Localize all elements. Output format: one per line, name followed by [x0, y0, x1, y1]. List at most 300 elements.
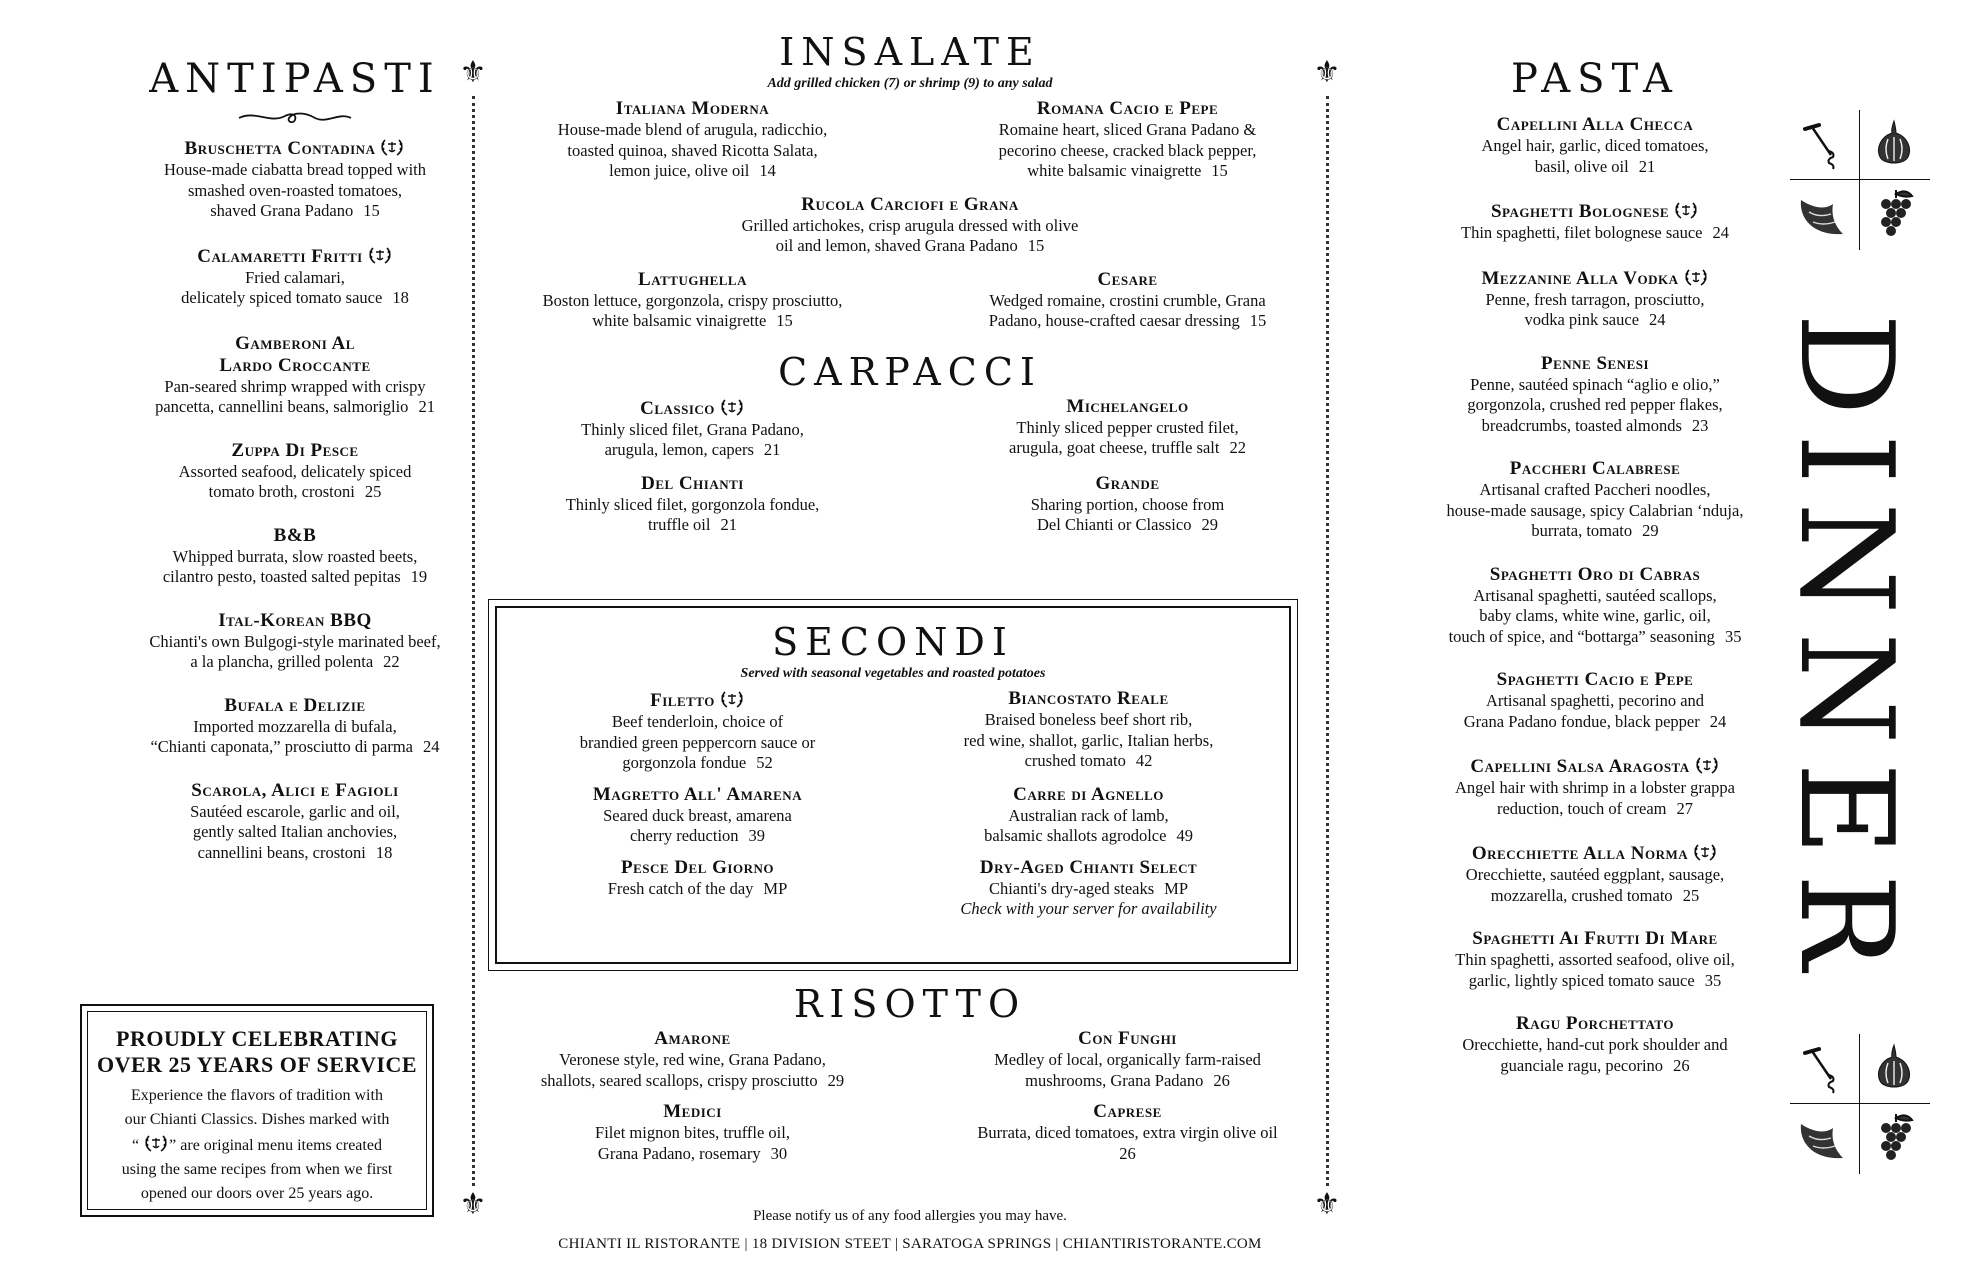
item-desc: [1370, 136, 1820, 157]
item-desc: [925, 141, 1330, 162]
item-desc-text: tomato broth, crostoni: [208, 482, 355, 501]
item-desc-text: Angel hair with shrimp in a lobster grappa: [1455, 778, 1735, 797]
item-desc: [908, 731, 1269, 752]
item-name-text: B&B: [273, 524, 317, 546]
item-desc: [490, 236, 1330, 257]
item-desc-text: Penne, sautéed spinach “aglio e olio,”: [1470, 374, 1720, 394]
item-price: 21: [720, 515, 737, 534]
item-desc-text: Thin spaghetti, assorted seafood, olive oil,: [1455, 950, 1735, 969]
item-desc-text: shallots, seared scallops, crispy prosciutto: [540, 1070, 818, 1090]
item-desc-text: “Chianti caponata,” prosciutto di parma: [150, 737, 414, 756]
item-desc-text: Padano, house-crafted caesar dressing: [988, 311, 1240, 330]
item-desc: [80, 822, 510, 843]
item-price: MP: [763, 878, 788, 898]
item-desc: [80, 181, 510, 202]
item-desc-text: Fresh catch of the day: [607, 878, 754, 898]
item-desc: [925, 1050, 1330, 1071]
cornucopia-icon: [1795, 1110, 1855, 1170]
insalate-note: Add grilled chicken (7) or shrimp (9) to any salad: [767, 76, 1053, 91]
menu-item: [80, 333, 510, 418]
item-desc-text: House-made blend of arugula, radicchio,: [557, 120, 828, 139]
item-name-text: Mezzanine Alla Vodka: [1481, 267, 1679, 289]
item-desc-text: crushed tomato: [1024, 751, 1126, 770]
wreath-icon: [1683, 266, 1709, 288]
item-desc: [1370, 971, 1820, 992]
garlic-icon: [1866, 1039, 1926, 1099]
item-price: 42: [1135, 751, 1153, 770]
item-name: [80, 333, 510, 355]
item-desc-text: arugula, lemon, capers: [604, 440, 754, 459]
menu-item: [925, 98, 1330, 182]
secondi-box: [495, 606, 1291, 964]
menu-item: [925, 1101, 1330, 1164]
item-price: 21: [418, 397, 435, 416]
item-price: 23: [1691, 415, 1709, 435]
celebrate-line-3: ” are original menu items created: [169, 1137, 382, 1154]
icon-grid-bottom: [1790, 1034, 1930, 1174]
item-desc-text: white balsamic vinaigrette: [592, 311, 767, 330]
item-price: 35: [1724, 626, 1742, 646]
item-name: [1370, 1013, 1820, 1035]
item-desc: [1370, 501, 1820, 522]
item-desc-text: pancetta, cannellini beans, salmoriglio: [155, 397, 409, 416]
menu-item: [490, 269, 895, 332]
item-desc: [1370, 778, 1820, 799]
item-price: 29: [1642, 521, 1659, 540]
menu-item: [80, 136, 510, 222]
item-desc-text: shaved Grana Padano: [210, 201, 354, 220]
celebrate-line: Experience the flavors of tradition with: [131, 1087, 383, 1104]
wreath-icon: [143, 1132, 169, 1154]
item-price: 25: [364, 482, 382, 501]
wreath-icon: [367, 244, 393, 266]
item-name-text: Bufala e Delizie: [224, 694, 366, 716]
item-name: [80, 610, 510, 632]
item-desc: [1370, 416, 1820, 437]
item-desc: [490, 291, 895, 312]
celebrate-title-1: PROUDLY CELEBRATING: [116, 1026, 398, 1051]
cornucopia-icon: [1795, 186, 1855, 246]
menu-item: [1370, 669, 1820, 732]
item-name: [1370, 841, 1820, 865]
item-name: [1370, 199, 1820, 223]
item-price: 35: [1704, 970, 1722, 990]
menu-item: [925, 473, 1330, 536]
item-desc-text: guanciale ragu, pecorino: [1500, 1055, 1664, 1075]
item-desc: [80, 201, 510, 222]
fleur-de-lis-icon: ⚜: [1313, 1187, 1341, 1222]
item-desc-text: garlic, lightly spiced tomato sauce: [1468, 970, 1695, 990]
item-name-text: Penne Senesi: [1540, 352, 1650, 374]
item-price: 22: [383, 652, 400, 671]
secondi-row: [517, 688, 1269, 774]
item-desc-text: brandied green peppercorn sauce or: [579, 732, 816, 752]
wreath-icon: [719, 396, 745, 418]
item-desc: [80, 802, 510, 823]
item-name-text: Del Chianti: [641, 472, 744, 494]
item-desc-text: Sautéed escarole, garlic and oil,: [190, 801, 400, 821]
corkscrew-icon: [1795, 1039, 1855, 1099]
item-desc: [1370, 521, 1820, 542]
item-desc-text: Orecchiette, hand-cut pork shoulder and: [1462, 1035, 1728, 1054]
item-price: 15: [1249, 311, 1267, 330]
left-divider: [472, 96, 475, 1186]
item-desc-text: baby clams, white wine, garlic, oil,: [1479, 606, 1711, 625]
celebrate-line: using the same recipes from when we first: [121, 1161, 393, 1178]
item-desc-text: red wine, shallot, garlic, Italian herbs,: [963, 730, 1214, 750]
item-price: 15: [363, 201, 380, 220]
item-desc-text: Chianti's own Bulgogi-style marinated beef,: [149, 631, 441, 651]
grapes-icon: [1866, 1110, 1926, 1170]
item-desc-text: truffle oil: [648, 515, 711, 534]
item-desc: [925, 311, 1330, 332]
menu-item: [1370, 114, 1820, 177]
risotto-row: [490, 1028, 1330, 1091]
item-desc: [925, 495, 1330, 516]
item-name-text: Amarone: [654, 1028, 731, 1049]
item-name: [1370, 458, 1820, 480]
item-desc: [1370, 157, 1820, 178]
item-desc-text: basil, olive oil: [1534, 156, 1629, 176]
item-desc-text: Veronese style, red wine, Grana Padano,: [559, 1050, 826, 1069]
item-name: [80, 525, 510, 547]
item-desc-text: Grana Padano fondue, black pepper: [1463, 711, 1700, 731]
item-name: [517, 784, 878, 806]
item-name-text: Capellini Salsa Aragosta: [1470, 756, 1690, 777]
wreath-icon: [379, 136, 405, 158]
item-name: [80, 695, 510, 717]
risotto-title: RISOTTO: [793, 982, 1027, 1026]
item-desc: [490, 440, 895, 461]
celebrate-line: [96, 1132, 418, 1158]
menu-item: [1370, 841, 1820, 906]
menu-item: [1370, 754, 1820, 819]
item-name: [1370, 266, 1820, 290]
item-desc: [908, 751, 1269, 772]
item-desc-text: reduction, touch of cream: [1496, 798, 1667, 818]
wreath-icon: [1692, 841, 1718, 863]
item-desc-text: vodka pink sauce: [1524, 310, 1640, 329]
menu-item: [80, 695, 510, 758]
item-desc-text: Assorted seafood, delicately spiced: [178, 461, 412, 481]
item-name: [490, 1028, 895, 1050]
celebrate-title-2: OVER 25 YEARS OF SERVICE: [96, 1052, 418, 1077]
menu-item: [1370, 564, 1820, 648]
item-desc-text: Thinly sliced pepper crusted filet,: [1016, 417, 1239, 437]
item-desc-text: Artisanal spaghetti, pecorino and: [1485, 691, 1705, 710]
item-price: 21: [763, 440, 781, 459]
menu-item: [925, 269, 1330, 332]
carpacci-row: [490, 396, 1330, 461]
swash-ornament-icon: [80, 106, 510, 130]
item-name-text: Medici: [663, 1101, 722, 1122]
item-desc: [80, 482, 510, 503]
item-desc: [517, 712, 878, 733]
secondi-title: SECONDI: [772, 620, 1014, 664]
item-desc: [517, 753, 878, 774]
item-name-text: Grande: [1095, 472, 1160, 494]
item-desc-text: lemon juice, olive oil: [609, 161, 750, 180]
menu-item: [490, 473, 895, 536]
item-name-text: Spaghetti Oro di Cabras: [1489, 563, 1701, 585]
celebrate-quote-open: “: [132, 1137, 140, 1154]
item-desc-text: house-made sausage, spicy Calabrian ‘nduja,: [1446, 500, 1744, 520]
item-desc: [517, 879, 878, 900]
menu-item: [908, 688, 1269, 774]
item-name: [925, 269, 1330, 291]
item-price: 39: [748, 826, 766, 845]
item-desc: [1370, 375, 1820, 396]
item-desc-text: Artisanal spaghetti, sautéed scallops,: [1473, 585, 1717, 605]
item-desc-text: Pan-seared shrimp wrapped with crispy: [164, 376, 426, 396]
item-name-text: Scarola, Alici e Fagioli: [191, 779, 399, 801]
item-desc: [490, 120, 895, 141]
menu-item: [925, 1028, 1330, 1091]
item-name-text: Michelangelo: [1066, 395, 1189, 417]
risotto-section: [490, 982, 1330, 1164]
menu-item: [925, 396, 1330, 461]
item-desc: [80, 268, 510, 289]
item-desc-text: gorgonzola, crushed red pepper flakes,: [1467, 395, 1723, 414]
item-desc-text: Thin spaghetti, filet bolognese sauce: [1461, 223, 1703, 242]
item-name-text: Bruschetta Contadina: [184, 138, 376, 159]
item-desc-text: Thinly sliced filet, gorgonzola fondue,: [565, 494, 820, 514]
item-desc: [1370, 310, 1820, 331]
item-desc: [490, 161, 895, 182]
item-price: 18: [375, 842, 393, 862]
item-desc: [1370, 886, 1820, 907]
menu-item: [1370, 266, 1820, 331]
item-desc: [1370, 950, 1820, 971]
item-price: 29: [1201, 515, 1218, 534]
item-desc: [925, 438, 1330, 459]
item-desc-text: mushrooms, Grana Padano: [1025, 1070, 1204, 1090]
item-name: [80, 780, 510, 802]
menu-item: [517, 784, 878, 847]
item-desc-text: Artisanal crafted Paccheri noodles,: [1479, 480, 1711, 499]
item-desc: [80, 547, 510, 568]
item-desc: [80, 717, 510, 738]
item-desc: [490, 1144, 895, 1165]
celebrate-box: [80, 1004, 434, 1217]
item-desc-text: cilantro pesto, toasted salted pepitas: [162, 567, 401, 586]
item-price: MP: [1164, 878, 1189, 898]
menu-item: [908, 857, 1269, 920]
grapes-icon: [1866, 186, 1926, 246]
item-desc: [80, 632, 510, 653]
carpacci-title: CARPACCI: [778, 349, 1042, 394]
item-desc-text: Thinly sliced filet, Grana Padano,: [581, 419, 804, 439]
item-desc-text: Fried calamari,: [245, 267, 345, 287]
insalate-row: [490, 257, 1330, 332]
item-name: [490, 1101, 895, 1123]
item-name-text: Cesare: [1097, 268, 1158, 290]
menu-item: [517, 857, 878, 920]
item-price: 26: [1119, 1143, 1136, 1163]
celebrate-line: opened our doors over 25 years ago.: [140, 1185, 374, 1202]
carpacci-row: [490, 461, 1330, 536]
item-price: 25: [1682, 885, 1700, 905]
item-price: 29: [827, 1070, 845, 1090]
item-name: [80, 440, 510, 462]
item-name-text: Capellini Alla Checca: [1496, 114, 1694, 135]
item-desc-text: balsamic shallots agrodolce: [984, 826, 1167, 845]
item-desc: [925, 161, 1330, 182]
item-name-text: Paccheri Calabrese: [1509, 458, 1681, 479]
item-desc: [80, 160, 510, 181]
item-desc-text: Burrata, diced tomatoes, extra virgin olive oil: [977, 1123, 1278, 1142]
menu-item: [80, 525, 510, 588]
item-desc-text: Sharing portion, choose from: [1030, 494, 1225, 514]
item-price: 24: [1712, 223, 1729, 242]
item-desc-text: arugula, goat cheese, truffle salt: [1009, 438, 1220, 457]
item-price: 49: [1176, 826, 1193, 845]
menu-item: [1370, 928, 1820, 991]
item-name: [1370, 669, 1820, 691]
item-name: [925, 396, 1330, 418]
item-name-text: Con Funghi: [1078, 1028, 1177, 1049]
item-price: 30: [770, 1143, 788, 1163]
item-price: 24: [423, 737, 440, 756]
item-desc: [1370, 865, 1820, 886]
item-desc: [1370, 627, 1820, 648]
item-name-text: Pesce Del Giorno: [621, 856, 774, 878]
item-name-text: Italiana Moderna: [615, 98, 770, 119]
item-name-text: Classico: [640, 397, 715, 419]
item-name: [925, 1101, 1330, 1123]
menu-item: [490, 1101, 895, 1164]
corkscrew-icon: [1795, 115, 1855, 175]
item-name: [1370, 928, 1820, 950]
menu-item: [1370, 199, 1820, 244]
item-desc-text: Grilled artichokes, crisp arugula dressed with olive: [741, 215, 1079, 235]
item-desc: [1370, 691, 1820, 712]
item-desc: [925, 1071, 1330, 1092]
item-desc: [80, 462, 510, 483]
item-desc: [490, 216, 1330, 237]
item-desc: [1370, 395, 1820, 416]
item-name-text: Calamaretti Fritti: [197, 245, 363, 267]
secondi-row: [517, 774, 1269, 847]
item-desc: [490, 495, 895, 516]
item-name-text: Magretto All' Amarena: [592, 783, 803, 805]
fleur-de-lis-icon: ⚜: [1313, 55, 1341, 90]
item-desc: [80, 288, 510, 309]
menu-item: [1370, 458, 1820, 542]
item-name: [517, 688, 878, 712]
item-name-text: Biancostato Reale: [1008, 688, 1169, 709]
item-desc-text: a la plancha, grilled polenta: [190, 652, 374, 671]
item-name: [490, 473, 895, 495]
item-desc: [1370, 799, 1820, 820]
item-name-text: Caprese: [1093, 1101, 1162, 1122]
item-desc-text: cherry reduction: [629, 826, 739, 845]
menu-item: [80, 610, 510, 673]
item-name: [490, 396, 895, 420]
pasta-title: PASTA: [1511, 56, 1679, 102]
menu-item: [490, 396, 895, 461]
item-desc: [517, 733, 878, 754]
item-name-text: Gamberoni Al: [235, 332, 355, 354]
menu-item: [517, 688, 878, 774]
item-name-text: Ragu Porchettato: [1516, 1013, 1674, 1034]
item-name: [80, 244, 510, 268]
item-desc-text: Wedged romaine, crostini crumble, Grana: [989, 290, 1266, 310]
item-note: Check with your server for availability: [960, 899, 1217, 918]
menu-item: [80, 440, 510, 503]
item-desc: [1370, 1056, 1820, 1077]
item-desc-text: House-made ciabatta bread topped with: [163, 160, 427, 179]
item-desc-text: gorgonzola fondue: [622, 753, 747, 772]
item-name-line2: Lardo Croccante: [219, 354, 371, 376]
item-name-text: Carre di Agnello: [1013, 783, 1164, 805]
fleur-de-lis-icon: ⚜: [459, 1187, 487, 1222]
item-desc-text: burrata, tomato: [1531, 521, 1633, 540]
menu-item: [80, 780, 510, 864]
item-desc-text: toasted quinoa, shaved Ricotta Salata,: [567, 140, 818, 160]
item-name: [908, 857, 1269, 879]
item-name: [80, 136, 510, 160]
menu-item: [80, 244, 510, 309]
item-desc-text: delicately spiced tomato sauce: [181, 288, 383, 307]
item-desc: [80, 397, 510, 418]
menu-item: [490, 1028, 895, 1091]
item-desc: [908, 826, 1269, 847]
item-name: [1370, 564, 1820, 586]
item-desc: [925, 418, 1330, 439]
item-desc: [925, 291, 1330, 312]
wreath-icon: [1694, 754, 1720, 776]
menu-item: [490, 98, 895, 182]
item-desc-text: Angel hair, garlic, diced tomatoes,: [1481, 136, 1709, 155]
item-desc-text: Boston lettuce, gorgonzola, crispy prosciutto,: [542, 290, 843, 310]
item-desc: [490, 420, 895, 441]
item-desc: [1370, 586, 1820, 607]
item-desc: [490, 311, 895, 332]
item-desc: [1370, 606, 1820, 627]
item-desc: [1370, 712, 1820, 733]
icon-grid-top: [1790, 110, 1930, 250]
item-price: 27: [1676, 798, 1693, 818]
item-price: 19: [410, 567, 428, 586]
item-name-text: Zuppa Di Pesce: [231, 439, 359, 461]
item-desc: [1370, 1035, 1820, 1056]
item-desc-text: gently salted Italian anchovies,: [192, 822, 398, 841]
celebrate-line: our Chianti Classics. Dishes marked with: [124, 1111, 390, 1128]
dinner-title: DINNER: [1770, 312, 1920, 988]
item-name-text: Orecchiette Alla Norma: [1471, 843, 1689, 864]
item-desc-text: Romaine heart, sliced Grana Padano &: [998, 120, 1257, 139]
item-price: 21: [1638, 156, 1656, 176]
item-name-text: Dry-Aged Chianti Select: [979, 856, 1198, 878]
item-name-text: Ital-Korean BBQ: [218, 609, 372, 631]
item-name: [908, 784, 1269, 806]
allergy-notice: Please notify us of any food allergies you may have.: [753, 1208, 1067, 1224]
item-price: 52: [756, 753, 773, 772]
item-desc: [490, 141, 895, 162]
item-name: [490, 269, 895, 291]
item-desc: [908, 710, 1269, 731]
item-desc: [908, 879, 1269, 900]
item-desc: [490, 1050, 895, 1071]
item-desc: [80, 737, 510, 758]
item-desc-text: Braised boneless beef short rib,: [984, 710, 1193, 729]
item-desc-text: Whipped burrata, slow roasted beets,: [172, 546, 418, 566]
item-name: [490, 98, 895, 120]
footer-address: CHIANTI IL RISTORANTE | 18 DIVISION STEET | SARATOGA SPRINGS | CHIANTIRISTORANTE.COM: [558, 1236, 1262, 1252]
insalate-row: [490, 98, 1330, 182]
item-price: 15: [1211, 161, 1228, 180]
